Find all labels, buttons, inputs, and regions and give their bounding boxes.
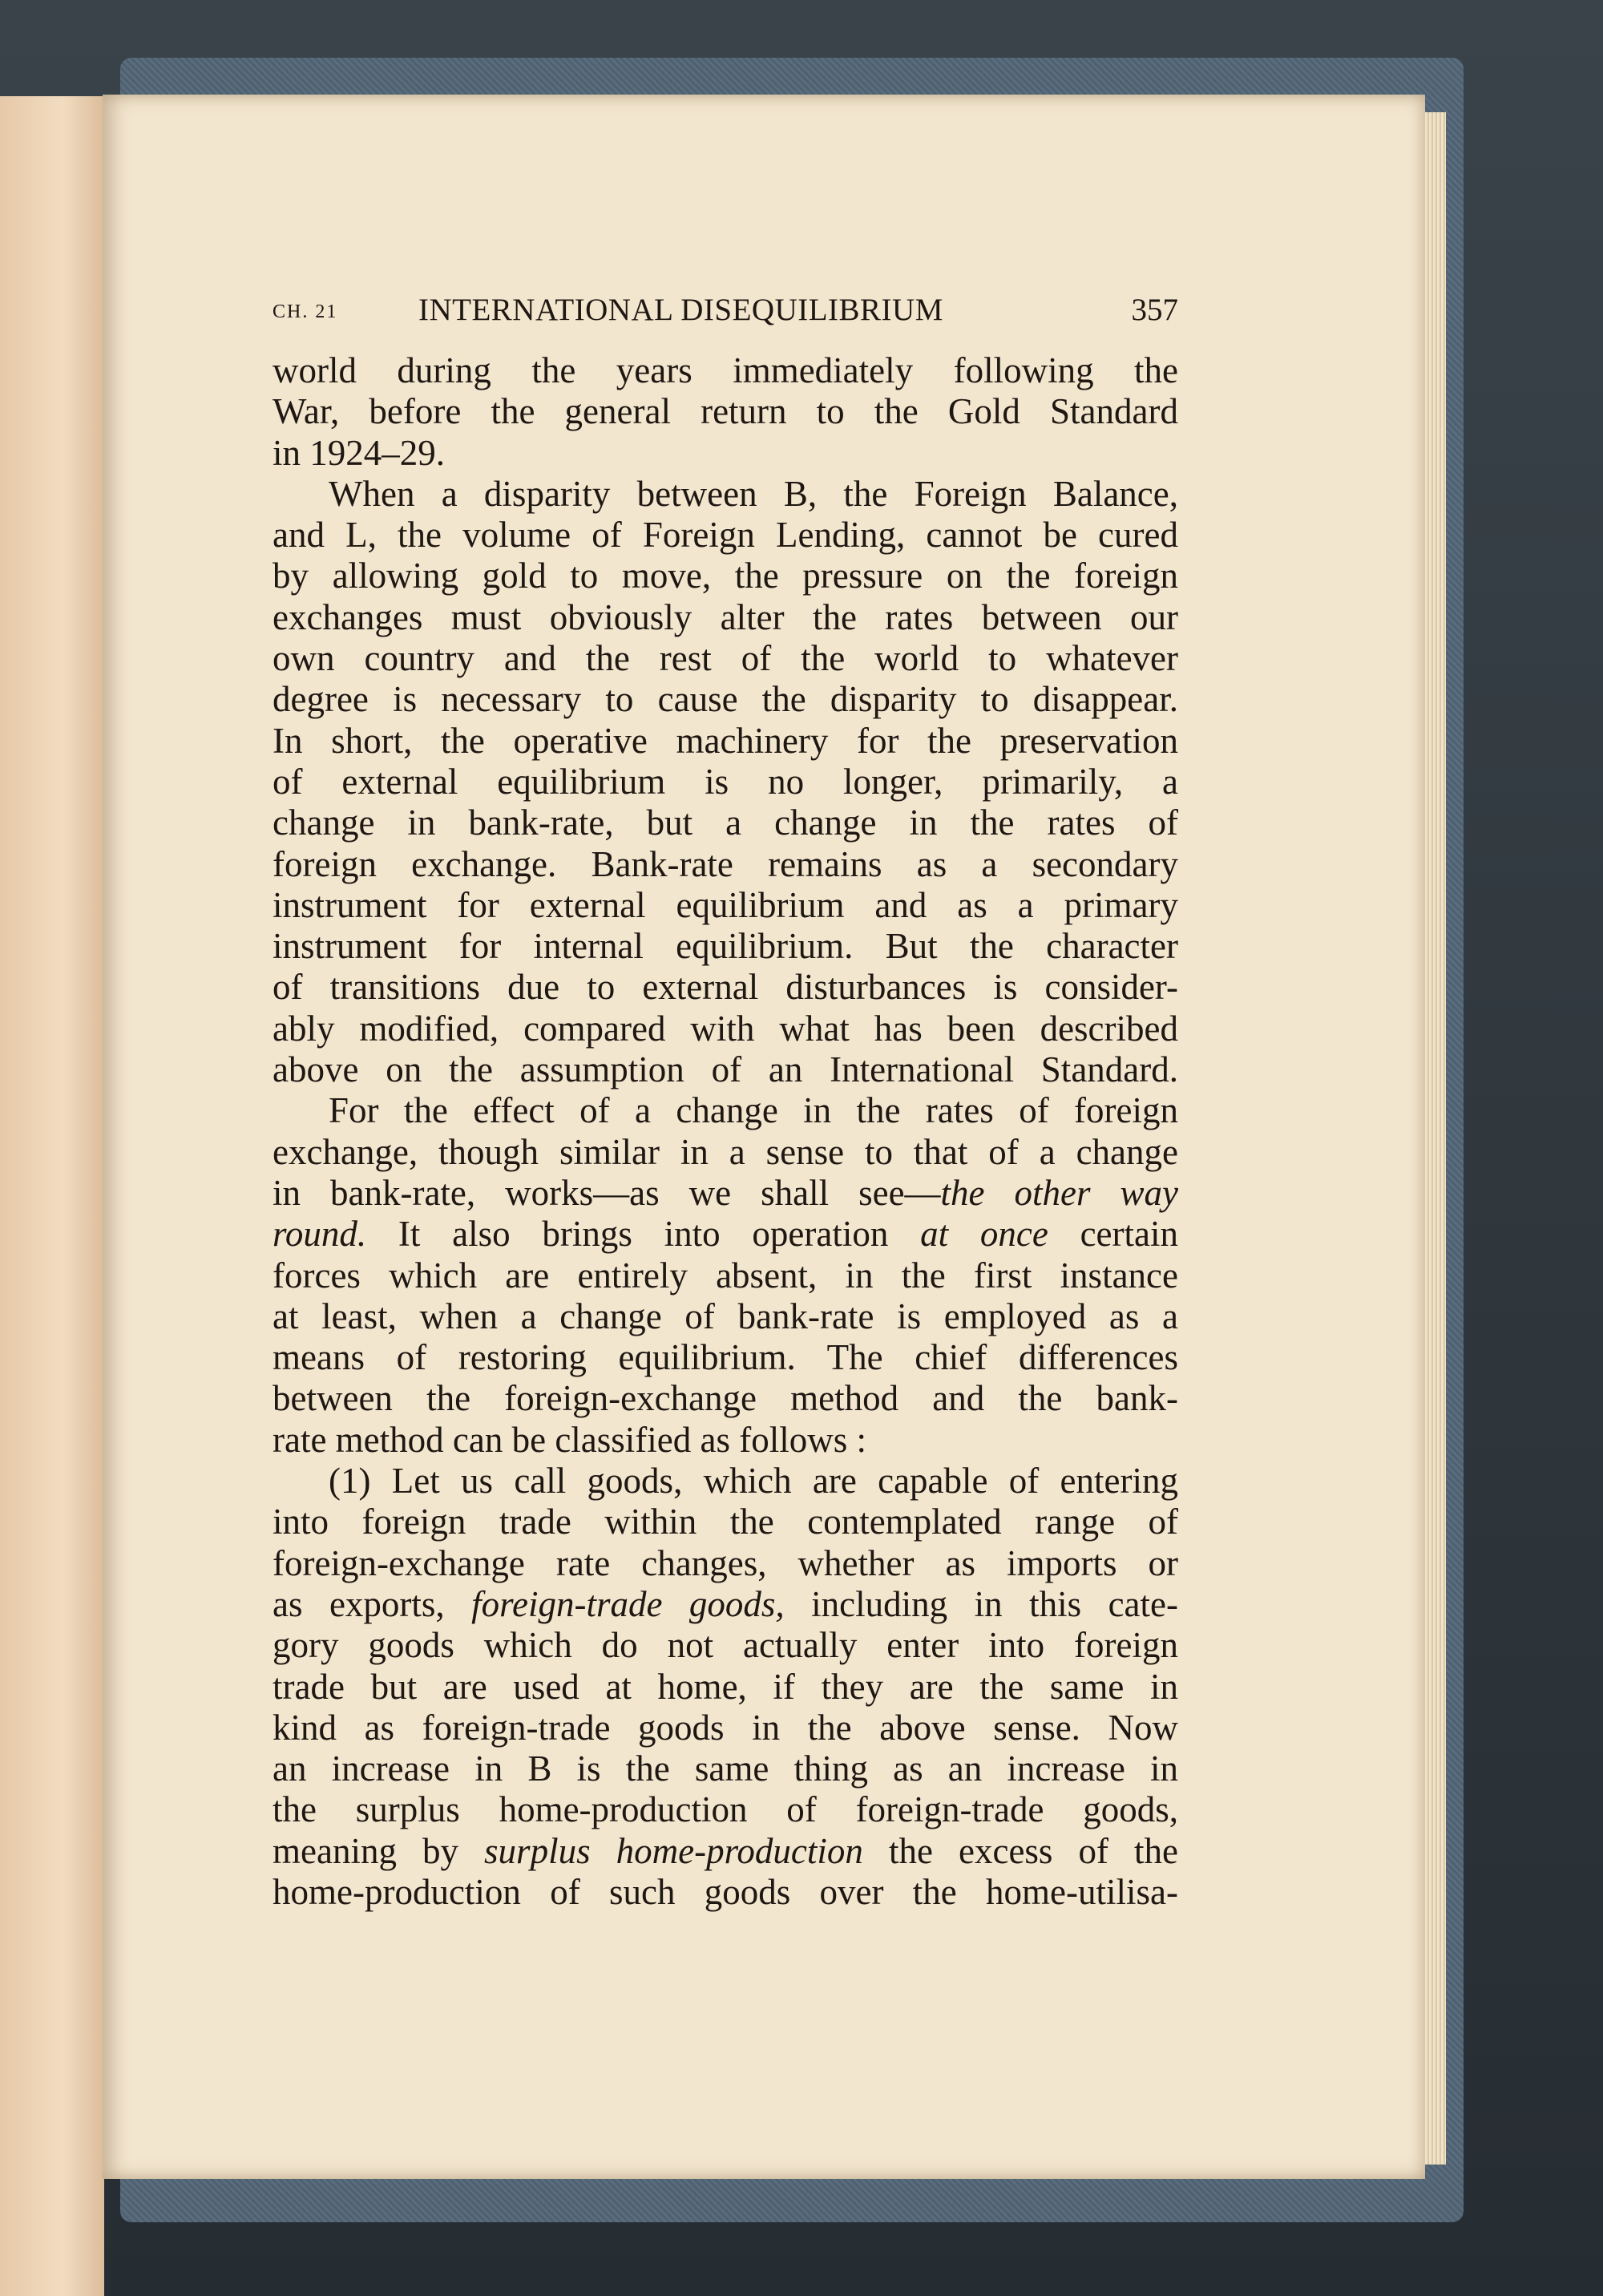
text-line bbox=[273, 1420, 1178, 1461]
text-line bbox=[273, 679, 1178, 720]
text-line bbox=[273, 1872, 1178, 1913]
text-line bbox=[273, 1502, 1178, 1542]
text-line bbox=[273, 391, 1178, 432]
text-segment: instrument for internal equilibrium. But the character bbox=[273, 926, 1178, 967]
text-segment: foreign-exchange rate changes, whether as imports or bbox=[273, 1542, 1178, 1583]
text-line bbox=[273, 350, 1178, 391]
text-line bbox=[273, 967, 1178, 1008]
page-fore-edge bbox=[1425, 112, 1446, 2165]
text-segment: instrument for external equilibrium and as a primary bbox=[273, 884, 1178, 925]
text-segment-italic: round. bbox=[273, 1214, 367, 1255]
text-segment: an increase in B is the same thing as an increase in bbox=[273, 1748, 1178, 1789]
text-segment: In short, the operative machinery for the preservation bbox=[273, 720, 1178, 761]
text-segment: ably modified, compared with what has been described bbox=[273, 1008, 1178, 1049]
text-segment: including in this cate- bbox=[784, 1583, 1178, 1624]
text-segment: own country and the rest of the world to whatever bbox=[273, 638, 1178, 679]
text-line bbox=[273, 1708, 1178, 1748]
text-line bbox=[273, 1337, 1178, 1378]
text-line bbox=[273, 1173, 1178, 1214]
text-segment: gory goods which do not actually enter into foreign bbox=[273, 1625, 1178, 1666]
text-segment: kind as foreign-trade goods in the above sense. Now bbox=[273, 1707, 1178, 1748]
text-line bbox=[273, 1296, 1178, 1337]
text-line bbox=[273, 556, 1178, 596]
text-segment: For the effect of a change in the rates of foreign bbox=[329, 1090, 1178, 1131]
text-segment: (1) Let us call goods, which are capable of entering bbox=[329, 1461, 1178, 1502]
text-segment: at least, when a change of bank-rate is employed as a bbox=[273, 1296, 1178, 1336]
text-line bbox=[273, 1748, 1178, 1789]
page-number: 357 bbox=[1131, 293, 1178, 327]
text-line bbox=[273, 844, 1178, 885]
text-segment: as exports, bbox=[273, 1583, 472, 1624]
text-segment: into foreign trade within the contemplated range of bbox=[273, 1502, 1178, 1542]
text-line bbox=[273, 1214, 1178, 1255]
text-segment: above on the assumption of an International Standard. bbox=[273, 1049, 1178, 1090]
text-line bbox=[273, 1831, 1178, 1872]
text-line bbox=[273, 802, 1178, 843]
text-segment: change in bank-rate, but a change in the rates of bbox=[273, 802, 1178, 843]
text-segment: rate method can be classified as follows : bbox=[273, 1419, 867, 1460]
text-line bbox=[273, 474, 1178, 515]
text-line bbox=[273, 1090, 1178, 1131]
text-segment: of transitions due to external disturbances is consider- bbox=[273, 967, 1178, 1008]
text-segment: in 1924–29. bbox=[273, 432, 446, 473]
chapter-label: CH. 21 bbox=[273, 301, 338, 322]
text-segment-italic: surplus home-production bbox=[484, 1830, 863, 1871]
running-header bbox=[273, 292, 1178, 330]
text-segment: exchanges must obviously alter the rates between our bbox=[273, 596, 1178, 637]
text-segment: War, before the general return to the Gold Standard bbox=[273, 391, 1178, 432]
text-line bbox=[273, 885, 1178, 926]
text-segment: meaning by bbox=[273, 1830, 485, 1871]
text-line bbox=[273, 1049, 1178, 1090]
text-segment: It also brings into operation bbox=[366, 1214, 921, 1255]
text-segment: exchange, though similar in a sense to that of a change bbox=[273, 1131, 1178, 1172]
text-line bbox=[273, 1132, 1178, 1173]
text-line bbox=[273, 433, 1178, 474]
text-segment-italic: the other way bbox=[940, 1172, 1178, 1213]
text-line bbox=[273, 762, 1178, 802]
text-line bbox=[273, 638, 1178, 679]
text-segment-italic: at once bbox=[920, 1214, 1048, 1255]
text-line bbox=[273, 721, 1178, 762]
text-segment: trade but are used at home, if they are the same in bbox=[273, 1666, 1178, 1707]
body-text bbox=[273, 350, 1178, 1913]
text-line bbox=[273, 926, 1178, 967]
text-segment: means of restoring equilibrium. The chief differences bbox=[273, 1337, 1178, 1378]
text-segment-italic: foreign-trade goods, bbox=[471, 1583, 785, 1624]
text-segment: the excess of the bbox=[862, 1830, 1178, 1871]
text-segment: forces which are entirely absent, in the first instance bbox=[273, 1255, 1178, 1296]
text-line bbox=[273, 1378, 1178, 1419]
text-segment: certain bbox=[1048, 1214, 1178, 1255]
left-page-edge bbox=[0, 96, 104, 2296]
text-line bbox=[273, 1584, 1178, 1625]
text-line bbox=[273, 1461, 1178, 1502]
text-line bbox=[273, 515, 1178, 556]
text-segment: in bank-rate, works—as we shall see— bbox=[273, 1172, 941, 1213]
text-line bbox=[273, 1543, 1178, 1584]
text-segment: between the foreign-exchange method and the bank- bbox=[273, 1378, 1178, 1419]
text-line bbox=[273, 1789, 1178, 1830]
text-line bbox=[273, 1255, 1178, 1296]
text-line bbox=[273, 1009, 1178, 1049]
text-segment: degree is necessary to cause the disparity to disappear. bbox=[273, 679, 1178, 720]
text-segment: When a disparity between B, the Foreign Balance, bbox=[329, 473, 1178, 514]
text-segment: home-production of such goods over the home-utilisa- bbox=[273, 1871, 1178, 1912]
text-segment: of external equilibrium is no longer, primarily, a bbox=[273, 761, 1178, 802]
text-line bbox=[273, 1667, 1178, 1708]
running-title: INTERNATIONAL DISEQUILIBRIUM bbox=[418, 293, 943, 327]
text-segment: the surplus home-production of foreign-trade goods, bbox=[273, 1789, 1178, 1830]
text-line bbox=[273, 597, 1178, 638]
text-segment: and L, the volume of Foreign Lending, cannot be cured bbox=[273, 515, 1178, 556]
text-segment: world during the years immediately following the bbox=[273, 350, 1178, 390]
text-segment: foreign exchange. Bank-rate remains as a secondary bbox=[273, 843, 1178, 884]
text-line bbox=[273, 1625, 1178, 1666]
text-segment: by allowing gold to move, the pressure on the foreign bbox=[273, 556, 1178, 596]
